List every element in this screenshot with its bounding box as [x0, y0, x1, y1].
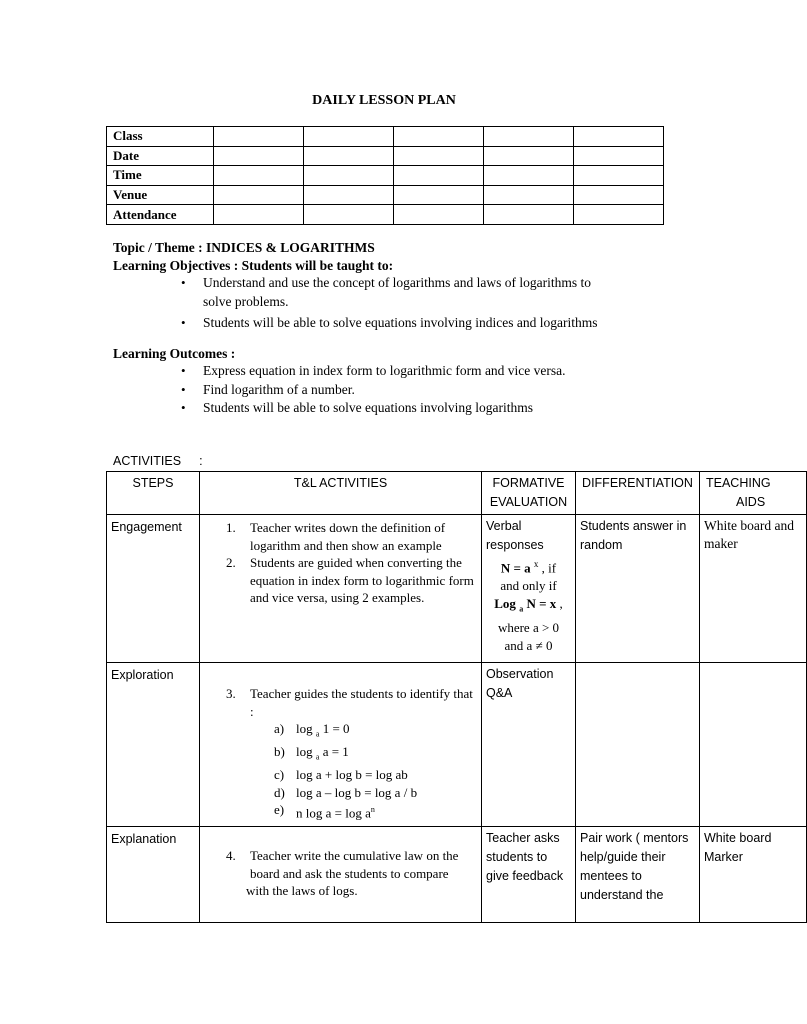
info-label: Venue: [107, 185, 214, 205]
info-cell[interactable]: [484, 127, 574, 147]
exploration-differentiation: [576, 663, 700, 827]
info-cell[interactable]: [394, 146, 484, 166]
log-law-item: a) log $_a$ 1 = 0: [274, 721, 350, 739]
explanation-aids: White board Marker: [700, 827, 807, 923]
info-row: [107, 146, 664, 166]
info-cell[interactable]: [214, 146, 304, 166]
table-header-row: [107, 472, 807, 515]
info-cell[interactable]: [574, 146, 664, 166]
header-steps: STEPS: [107, 472, 200, 515]
outcomes-list: [181, 362, 661, 418]
engagement-evaluation: Verbal responses N = a $^x$ , if and only if Log $_a$ N = x , where a > 0 and a ≠ 0: [482, 515, 576, 663]
exploration-aids: [700, 663, 807, 827]
class-info-table: [106, 126, 664, 225]
outcome-item: • Students will be able to solve equations involving logarithms: [181, 399, 661, 418]
info-row: [107, 185, 664, 205]
header-differentiation: DIFFERENTIATION: [576, 472, 700, 515]
info-cell[interactable]: [214, 166, 304, 186]
info-cell[interactable]: [574, 205, 664, 225]
engagement-aids: White board and maker: [700, 515, 807, 663]
info-cell[interactable]: [394, 166, 484, 186]
info-cell[interactable]: [394, 185, 484, 205]
explanation-activities: 4. Teacher write the cumulative law on the board and ask the students to compare with the laws of logs.: [200, 827, 482, 923]
info-cell[interactable]: [484, 205, 574, 225]
info-cell[interactable]: [304, 166, 394, 186]
log-law-item: e) n $\log a = \log a^n$: [274, 802, 375, 821]
objective-item: • Students will be able to solve equations involving indices and logarithms: [181, 314, 661, 333]
page-title: DAILY LESSON PLAN: [312, 93, 456, 108]
activities-table: [106, 471, 807, 923]
info-cell[interactable]: [574, 166, 664, 186]
log-law-item: b) log $_a$ a = 1: [274, 744, 349, 762]
objectives-list: [181, 274, 661, 333]
table-row-engagement: [107, 515, 807, 663]
info-cell[interactable]: [484, 185, 574, 205]
header-teaching-aids: TEACHING AIDS: [700, 472, 807, 515]
info-cell[interactable]: [304, 185, 394, 205]
log-laws-list: [204, 720, 477, 822]
info-cell[interactable]: [304, 146, 394, 166]
info-cell[interactable]: [484, 146, 574, 166]
topic-line: [113, 238, 375, 257]
equation-index-form: N = a $^x$ , if: [500, 559, 557, 576]
engagement-differentiation: Students answer in random: [576, 515, 700, 663]
step-explanation: Explanation: [107, 827, 200, 923]
explanation-evaluation: Teacher asks students to give feedback: [482, 827, 576, 923]
info-label: Date: [107, 146, 214, 166]
info-cell[interactable]: [574, 127, 664, 147]
outcomes-heading: Learning Outcomes :: [113, 346, 236, 361]
activities-label: ACTIVITIES :: [113, 454, 203, 468]
exploration-evaluation: Observation Q&A: [482, 663, 576, 827]
objectives-heading: Learning Objectives : Students will be taught to:: [113, 258, 394, 273]
info-cell[interactable]: [394, 127, 484, 147]
step-engagement: Engagement: [107, 515, 200, 663]
table-row-explanation: [107, 827, 807, 923]
outcome-item: • Express equation in index form to logarithmic form and vice versa.: [181, 362, 661, 381]
info-cell[interactable]: [304, 127, 394, 147]
info-label: Time: [107, 166, 214, 186]
explanation-differentiation: Pair work ( mentors help/guide their mentees to understand the: [576, 827, 700, 923]
log-law-item: d) log a – log b = log a / b: [274, 784, 418, 800]
table-row-exploration: [107, 663, 807, 827]
info-cell[interactable]: [574, 185, 664, 205]
info-cell[interactable]: [214, 185, 304, 205]
step-exploration: Exploration: [107, 663, 200, 827]
header-tl-activities: T&L ACTIVITIES: [200, 472, 482, 515]
info-cell[interactable]: [394, 205, 484, 225]
info-cell[interactable]: [214, 205, 304, 225]
info-row: [107, 166, 664, 186]
exploration-activities: 3. Teacher guides the students to identify that : a) log $_a$ 1 = 0 b) log $_a$ a = 1 c) log a + log b = log ab d) log a – log b = log a / b e) n $\log a = \log a^n$: [200, 663, 482, 827]
equation-log-form: Log $_a$ N = x ,: [494, 596, 563, 614]
info-row: [107, 205, 664, 225]
engagement-activities: 1. Teacher writes down the definition of logarithm and then show an example 2. Students are guided when converting the equation in index form to logarithmic form and vice versa, using 2 examples.: [200, 515, 482, 663]
info-label: Class: [107, 127, 214, 147]
info-label: Attendance: [107, 205, 214, 225]
header-formative-evaluation: FORMATIVE EVALUATION: [482, 472, 576, 515]
topic-text: Topic / Theme : INDICES & LOGARITHMS: [113, 240, 375, 255]
info-row: [107, 127, 664, 147]
outcome-item: • Find logarithm of a number.: [181, 381, 661, 400]
log-law-item: c) log a + log b = log ab: [274, 767, 408, 783]
info-cell[interactable]: [214, 127, 304, 147]
info-cell[interactable]: [484, 166, 574, 186]
info-cell[interactable]: [304, 205, 394, 225]
objective-item: • Understand and use the concept of logarithms and laws of logarithms to solve problems.: [181, 274, 661, 311]
